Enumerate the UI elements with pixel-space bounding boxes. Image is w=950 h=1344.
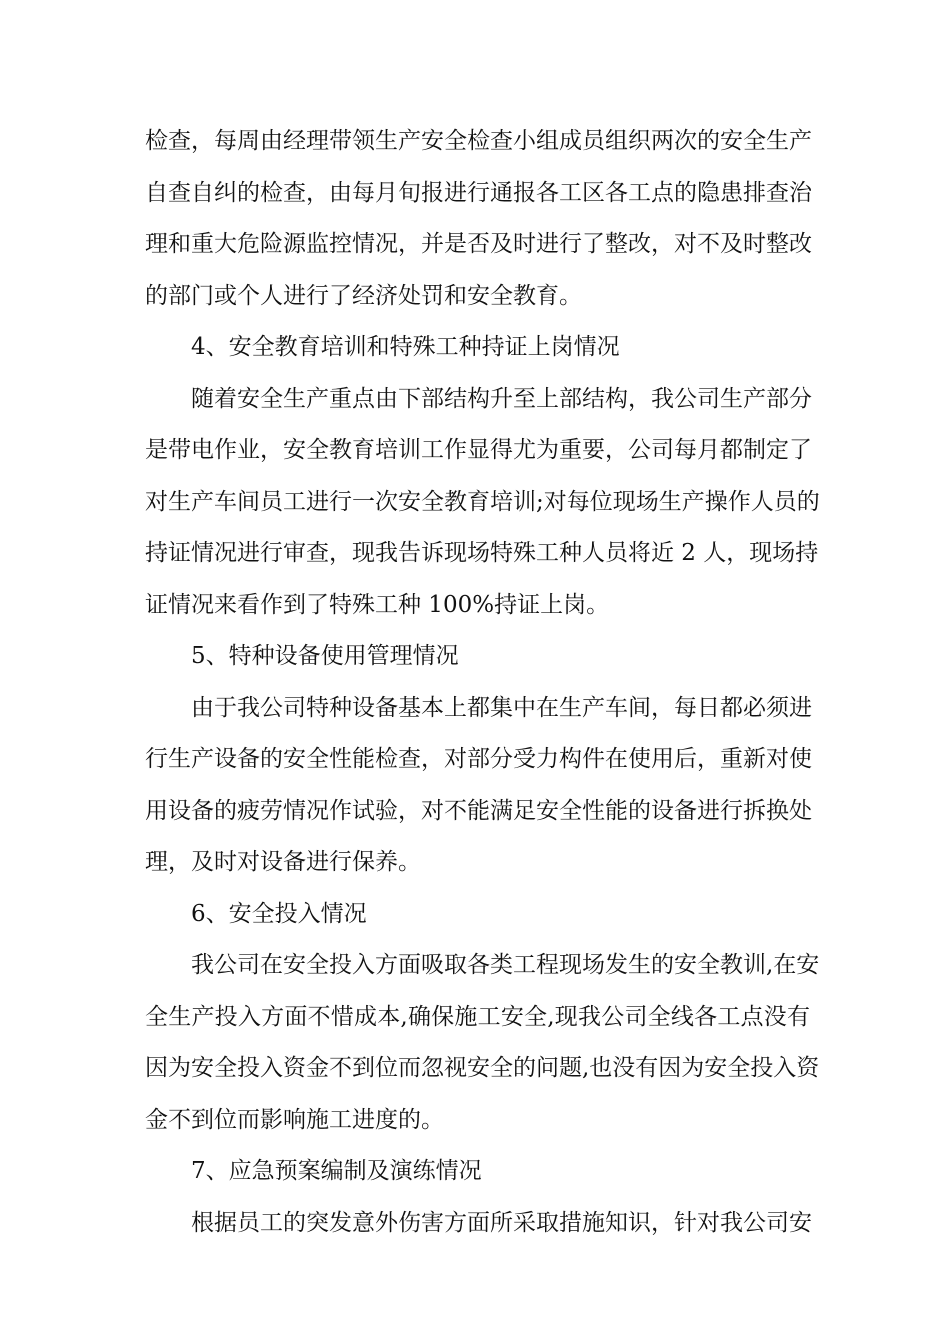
text-line: 我公司在安全投入方面吸取各类工程现场发生的安全教训,在安: [191, 952, 820, 978]
section-heading-5: 5、特种设备使用管理情况: [191, 643, 459, 669]
text-line: 行生产设备的安全性能检查，对部分受力构件在使用后，重新对使: [145, 746, 812, 772]
section-heading-7: 7、应急预案编制及演练情况: [191, 1158, 482, 1184]
paragraph-special-equipment: [145, 683, 810, 889]
text-line: 理和重大危险源监控情况，并是否及时进行了整改，对不及时整改: [145, 231, 812, 257]
text-line: 用设备的疲劳情况作试验，对不能满足安全性能的设备进行拆换处: [145, 797, 812, 824]
paragraph-continued: [145, 116, 810, 322]
text-line: 因为安全投入资金不到位而忽视安全的问题,也没有因为安全投入资: [145, 1055, 820, 1081]
text-line: 持证情况进行审查，现我告诉现场特殊工种人员将近 2 人，现场持: [145, 540, 819, 566]
text-line: 的部门或个人进行了经济处罚和安全教育。: [145, 282, 582, 309]
text-line: 全生产投入方面不惜成本,确保施工安全,现我公司全线各工点没有: [145, 1003, 810, 1030]
section-heading-6: 6、安全投入情况: [191, 900, 367, 927]
section-heading-4: 4、安全教育培训和特殊工种持证上岗情况: [191, 334, 620, 360]
text-line: 根据员工的突发意外伤害方面所采取措施知识，针对我公司安: [191, 1209, 812, 1236]
text-line: 由于我公司特种设备基本上都集中在生产车间，每日都必须进: [191, 694, 812, 721]
text-line: 随着安全生产重点由下部结构升至上部结构，我公司生产部分: [191, 385, 812, 412]
text-line: 证情况来看作到了特殊工种 100%持证上岗。: [145, 591, 610, 618]
paragraph-emergency-plan: [145, 1198, 810, 1250]
text-line: 检查，每周由经理带领生产安全检查小组成员组织两次的安全生产: [145, 128, 812, 154]
text-line: 自查自纠的检查，由每月旬报进行通报各工区各工点的隐患排查治: [145, 179, 812, 206]
text-line: 金不到位而影响施工进度的。: [145, 1106, 444, 1133]
paragraph-safety-training: [145, 374, 820, 632]
text-line: 对生产车间员工进行一次安全教育培训;对每位现场生产操作人员的: [145, 488, 820, 515]
text-line: 是带电作业，安全教育培训工作显得尤为重要，公司每月都制定了: [145, 437, 812, 463]
text-line: 理，及时对设备进行保养。: [145, 849, 421, 875]
document-body: [145, 116, 820, 1249]
paragraph-safety-investment: [145, 940, 820, 1146]
